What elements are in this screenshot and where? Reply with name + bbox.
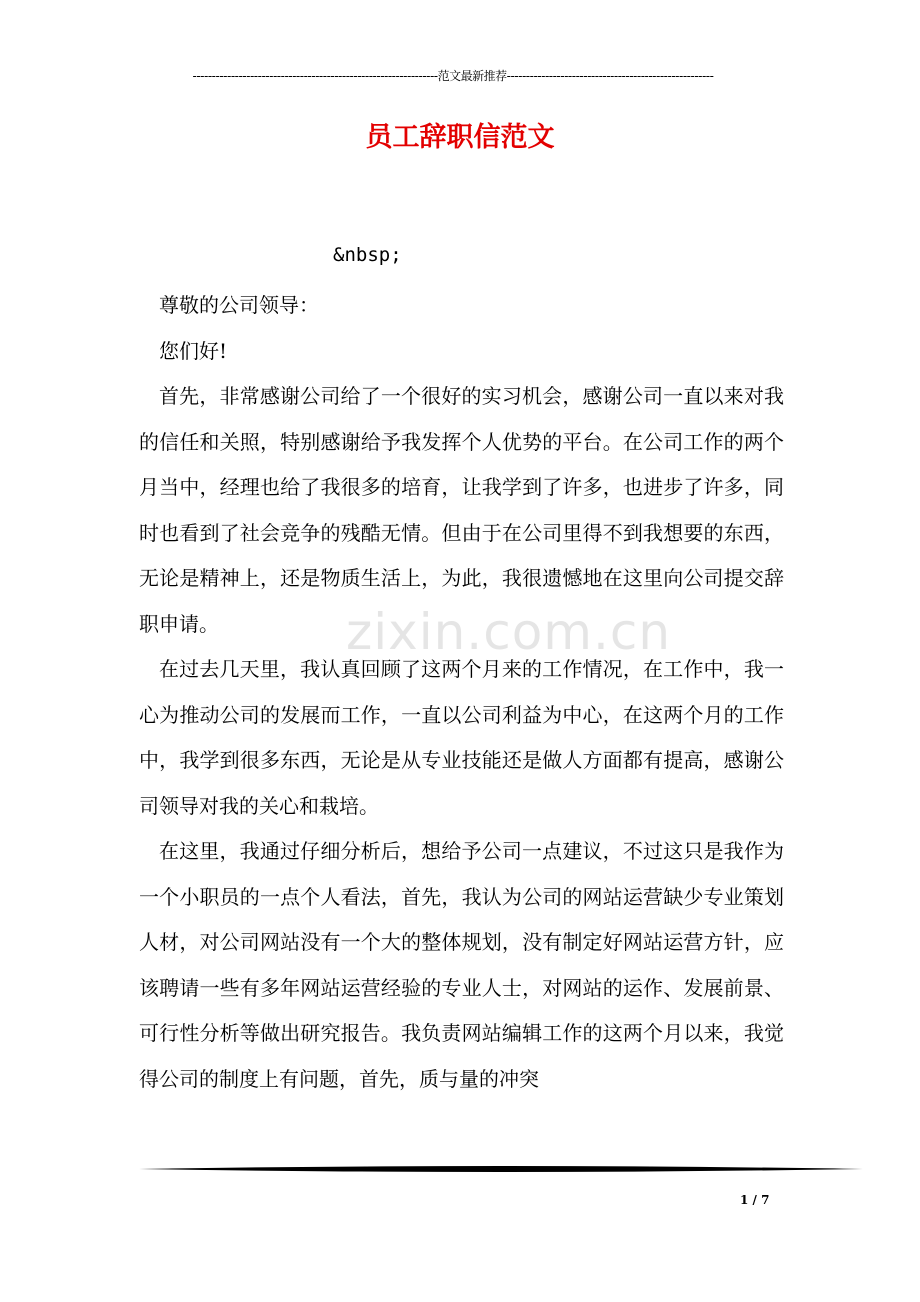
watermark: zixin.com.cn	[346, 603, 672, 661]
document-body	[139, 283, 784, 1102]
paragraph-3: 在这里，我通过仔细分析后，想给予公司一点建议，不过这只是我作为一个小职员的一点个人看法，首先，我认为公司的网站运营缺少专业策划人材，对公司网站没有一个大的整体规划，没有制定好网站运营方针，应该聘请一些有多年网站运营经验的专业人士，对网站的运作、发展前景、可行性分析等做出研究报告。我负责网站编辑工作的这两个月以来，我觉得公司的制度上有问题，首先，质与量的冲突	[139, 839, 784, 1091]
footer-divider	[139, 1164, 863, 1174]
paragraph-1: 首先，非常感谢公司给了一个很好的实习机会，感谢公司一直以来对我的信任和关照，特别感谢给予我发挥个人优势的平台。在公司工作的两个月当中，经理也给了我很多的培育，让我学到了许多，也进步了许多，同时也看到了社会竞争的残酷无情。但由于在公司里得不到我想要的东西，无论是精神上，还是物质生活上，为此，我很遗憾地在这里向公司提交辞职申请。	[139, 384, 784, 636]
document-title: 员工辞职信范文	[365, 122, 555, 153]
paragraph-2: 在过去几天里，我认真回顾了这两个月来的工作情况，在工作中，我一心为推动公司的发展而工作，一直以公司利益为中心，在这两个月的工作中，我学到很多东西，无论是从专业技能还是做人方面都有提高，感谢公司领导对我的关心和栽培。	[139, 657, 784, 818]
nbsp-text: &nbsp;	[333, 244, 402, 266]
salutation: 尊敬的公司领导：	[159, 293, 319, 317]
page-number: 1 / 7	[740, 1193, 770, 1207]
page-header: ----------------------------------------------------------------范文最新推荐------------------------------------------------------	[192, 69, 714, 83]
greeting: 您们好!	[159, 338, 228, 363]
